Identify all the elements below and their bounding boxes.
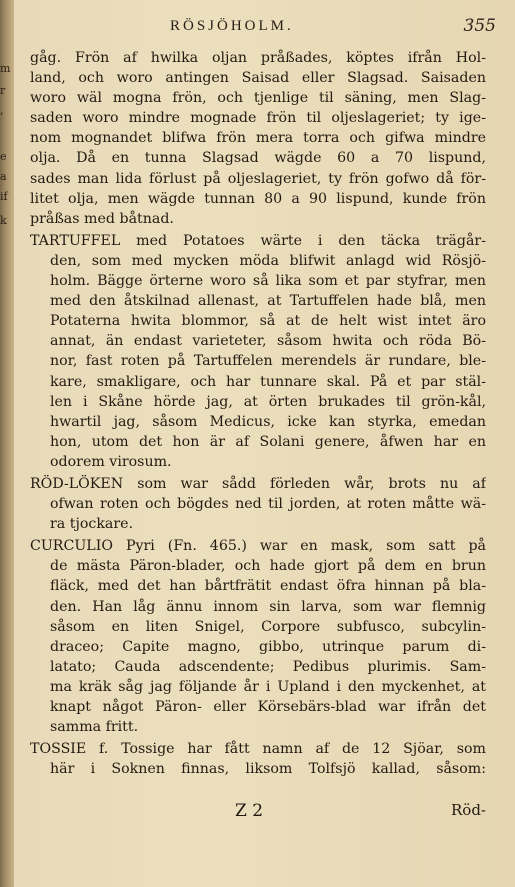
page-body: [30, 46, 486, 779]
paragraph-curculio: [30, 536, 486, 737]
text-line: hwartil jag, såsom Medicus, icke kan styrka, emedan: [50, 413, 486, 430]
text-line: de mästa Päron-blader, och hade gjort på dem en brun: [50, 558, 486, 575]
page-footer: [30, 801, 486, 825]
text-line: litet olja, men wägde tunnan 80 a 90 lispund, kunde frön: [30, 190, 486, 207]
text-line: sades man lida förlust på oljeslageriet, ty frön gofwo då för-: [30, 170, 486, 187]
text-line: nor, fast roten på Tartuffelen merendels är rundare, ble-: [50, 353, 486, 370]
gutter-mark: m: [0, 62, 11, 75]
gutter-mark: a: [0, 170, 7, 183]
text-line: den. Han låg ännu innom sin larva, som war flemnig: [50, 598, 486, 615]
text-line: fläck, med det han bårtfrätit endast öfra hinnan på bla-: [50, 578, 486, 595]
gutter-mark: if: [0, 190, 8, 203]
gutter-mark: ,: [0, 104, 4, 117]
text-line: olja. Då en tunna Slagsad wägde 60 a 70 lispund,: [30, 150, 486, 167]
text-line: samma fritt.: [50, 719, 139, 736]
page-header: [20, 14, 510, 40]
text-line: ma kräk såg jag följande år i Upland i den myckenhet, at: [50, 678, 486, 695]
text-line: knapt något Päron- eller Körsebärs-blad war ifrån det: [50, 699, 486, 715]
text-line: saden woro mindre mognade frön til oljeslageriet; ty ige-: [30, 110, 486, 127]
catchword: Röd-: [451, 801, 486, 819]
paragraph-tossie: [30, 739, 486, 779]
text-line: len i Skåne hörde jag, at örten brukades til grön-kål,: [50, 393, 486, 410]
text-line: hon, utom det hon är af Solani genere, åfwen har en: [50, 433, 486, 450]
text-line: odorem virosum.: [50, 453, 172, 470]
text-line: TARTUFFEL med Potatoes wärte i den täcka trägår-: [30, 232, 486, 249]
text-line: gåg. Frön af hwilka oljan pråßades, köptes ifrån Hol-: [30, 50, 486, 66]
text-line: nom mognandet blifwa frön mera torra och gifwa mindre: [30, 130, 486, 147]
text-line: holm. Bägge örterne woro så lika som et par styfrar, men: [50, 273, 486, 290]
signature-mark: Z 2: [235, 801, 264, 821]
running-head: RÖSJÖHOLM.: [170, 18, 294, 34]
text-line: TOSSIE f. Tossige har fått namn af de 12 Sjöar, som: [30, 741, 486, 758]
text-line: latato; Cauda adscendente; Pedibus plurimis. Sam-: [50, 658, 486, 675]
paragraph: [30, 48, 486, 229]
text-line: den, som med mycken möda blifwit anlagd wid Rösjö-: [50, 252, 486, 269]
page-number: 355: [463, 16, 496, 36]
text-line: draceo; Capite magno, gibbo, utrinque parum di-: [50, 638, 486, 655]
text-line: Potaterna hwita blommor, så at de helt wist intet äro: [50, 313, 486, 330]
text-line: RÖD-LÖKEN som war sådd förleden wår, brots nu af: [30, 475, 486, 492]
text-line: här i Soknen finnas, liksom Tolfsjö kallad, såsom:: [50, 761, 486, 778]
text-line: kare, smakligare, och har tunnare skal. På et par stäl-: [50, 373, 486, 390]
paragraph-tartuffel: [30, 231, 486, 472]
gutter-mark: k: [0, 214, 7, 227]
gutter-mark: e: [0, 150, 7, 163]
text-line: woro wäl mogna frön, och tjenlige til säning, men Slag-: [30, 90, 486, 107]
text-line: land, och woro antingen Saisad eller Slagsad. Saisaden: [30, 70, 486, 87]
text-line: med den åtskilnad allenast, at Tartuffelen hade blå, men: [50, 293, 486, 310]
gutter-mark: r: [0, 84, 6, 97]
text-line: ra tjockare.: [50, 516, 134, 533]
text-line: annat, än endast varieteter, såsom hwita och röda Bö-: [50, 333, 486, 350]
text-line: CURCULIO Pyri (Fn. 465.) war en mask, som satt på: [30, 538, 486, 555]
paragraph-rod-loken: [30, 474, 486, 534]
facing-page-gutter: [0, 0, 14, 887]
text-line: ofwan roten och bögdes ned til jorden, at roten måtte wä-: [50, 496, 486, 513]
text-line: pråßas med båtnad.: [30, 210, 174, 227]
text-line: såsom en liten Snigel, Corpore subfusco, subcylin-: [50, 618, 486, 635]
